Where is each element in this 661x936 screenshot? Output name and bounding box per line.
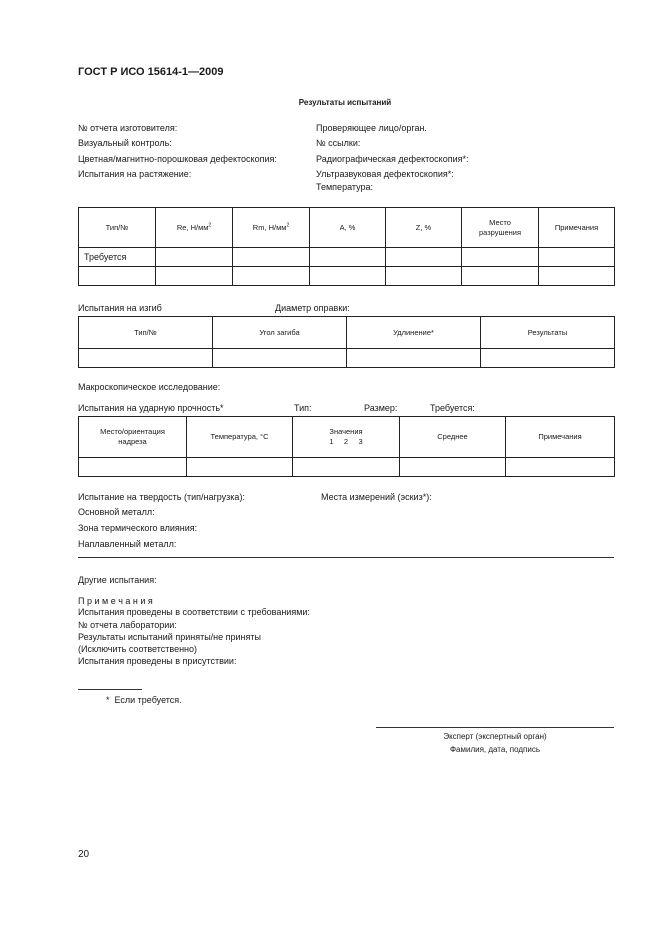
table-cell	[347, 349, 481, 368]
temperature-label: Температура:	[316, 182, 374, 192]
table-cell	[462, 248, 539, 267]
footnote: * Если требуется.	[106, 695, 182, 705]
other-tests-label: Другие испытания:	[78, 575, 157, 585]
examiner-label: Проверяющее лицо/орган.	[316, 123, 427, 133]
table-cell	[506, 458, 615, 477]
table-cell	[462, 267, 539, 286]
document-code: ГОСТ Р ИСО 15614-1—2009	[78, 66, 224, 78]
impact-test-table	[78, 416, 615, 477]
header-temperature: Температура, °С	[187, 417, 293, 458]
header-type: Тип/№	[79, 208, 156, 248]
impact-type-label: Тип:	[294, 403, 312, 413]
table-cell	[386, 267, 462, 286]
page-number: 20	[78, 849, 90, 860]
table-cell	[187, 458, 293, 477]
table-cell	[213, 349, 347, 368]
header-values: Значения 1 2 3	[293, 417, 400, 458]
table-cell	[79, 267, 156, 286]
impact-test-label: Испытания на ударную прочность*	[78, 403, 224, 413]
table-cell	[233, 248, 310, 267]
expert-label: Эксперт (экспертный орган)	[443, 732, 547, 741]
haz-label: Зона термического влияния:	[78, 523, 198, 533]
table-cell	[386, 248, 462, 267]
hardness-test-label: Испытание на твердость (тип/нагрузка):	[78, 492, 245, 502]
table-cell	[156, 248, 233, 267]
base-metal-label: Основной металл:	[78, 507, 155, 517]
macro-examination-label: Макроскопическое исследование:	[78, 382, 221, 392]
table-cell	[156, 267, 233, 286]
divider-line	[78, 557, 614, 558]
header-bend-angle: Угол загиба	[213, 317, 347, 349]
notes-title: П р и м е ч а н и я	[78, 596, 153, 606]
penetrant-testing-label: Цветная/магнитно-порошковая дефектоскопия:	[78, 154, 277, 164]
table-cell	[539, 267, 615, 286]
ultrasonic-testing-label: Ультразвуковая дефектоскопия*:	[316, 169, 454, 179]
manufacturer-report-label: № отчета изготовителя:	[78, 123, 178, 133]
header-re: Re, $Н/мм^2$	[156, 208, 233, 248]
header-z: Z, %	[386, 208, 462, 248]
footnote-rule	[78, 689, 142, 690]
required-label: Требуется	[79, 248, 156, 267]
header-elongation: Удлинение*	[347, 317, 481, 349]
table-cell	[310, 267, 386, 286]
measurement-sketch-label: Места измерений (эскиз*):	[321, 492, 432, 502]
reference-number-label: № ссылки:	[316, 138, 361, 148]
weld-metal-label: Наплавленный металл:	[78, 539, 177, 549]
visual-control-label: Визуальный контроль:	[78, 138, 172, 148]
notes-line: Результаты испытаний приняты/не приняты	[78, 632, 261, 642]
mandrel-diameter-label: Диаметр оправки:	[275, 303, 350, 313]
table-cell	[400, 458, 506, 477]
notes-line: № отчета лаборатории:	[78, 620, 177, 630]
table-cell	[293, 458, 400, 477]
table-cell	[539, 248, 615, 267]
tensile-test-table	[78, 207, 615, 286]
section-title: Результаты испытаний	[298, 98, 392, 107]
header-notes: Примечания	[539, 208, 615, 248]
radiographic-testing-label: Радиографическая дефектоскопия*:	[316, 154, 469, 164]
bend-test-label: Испытания на изгиб	[78, 303, 162, 313]
header-average: Среднее	[400, 417, 506, 458]
notes-line: Испытания проведены в присутствии:	[78, 656, 237, 666]
header-type: Тип/№	[79, 317, 213, 349]
impact-required-label: Требуется:	[430, 403, 475, 413]
notes-line: Испытания проведены в соответствии с требованиями:	[78, 607, 310, 617]
signature-caption: Фамилия, дата, подпись	[449, 745, 541, 754]
table-cell	[79, 458, 187, 477]
header-results: Результаты	[481, 317, 615, 349]
tensile-tests-label: Испытания на растяжение:	[78, 169, 192, 179]
signature-line	[376, 727, 614, 728]
impact-size-label: Размер:	[364, 403, 398, 413]
table-cell	[79, 349, 213, 368]
header-fracture-place: Место разрушения	[462, 208, 539, 248]
header-rm: Rm, $Н/мм^2$	[233, 208, 310, 248]
notes-line: (Исключить соответственно)	[78, 644, 198, 654]
table-cell	[481, 349, 615, 368]
bend-test-table	[78, 316, 615, 368]
table-cell	[233, 267, 310, 286]
header-notes: Примечания	[506, 417, 615, 458]
table-cell	[310, 248, 386, 267]
header-notch-location: Место/ориентация надреза	[79, 417, 187, 458]
header-a: А, %	[310, 208, 386, 248]
